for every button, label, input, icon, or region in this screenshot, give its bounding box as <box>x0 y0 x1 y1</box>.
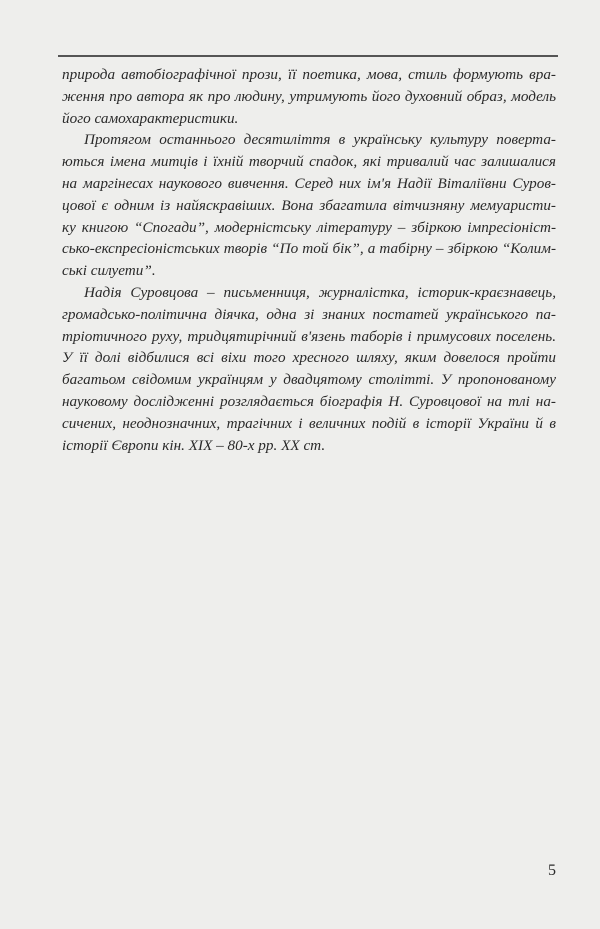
text-line: його самохарактеристики. <box>62 109 239 127</box>
text-line: сичених, неоднозначних, трагічних і величних подій в історії України й в <box>62 414 556 432</box>
page-number: 5 <box>548 862 556 879</box>
text-line: ження про автора як про людину, утримують його духовний образ, модель <box>62 87 556 105</box>
text-line: історії Європи кін. XIX – 80-х рр. XX ст. <box>62 436 326 454</box>
text-line: Протягом останнього десятиліття в українську культуру поверта- <box>84 131 556 149</box>
text-line: ські силуети”. <box>62 262 156 280</box>
text-line: ку книгою “Спогади”, модерністську літературу – збіркою імпресіоніст- <box>62 218 556 236</box>
text-line: багатьом свідомим українцям у двадцятому столітті. У пропонованому <box>62 371 556 389</box>
text-line: У її долі відбилися всі віхи того хресного шляху, яким довелося пройти <box>62 349 556 367</box>
text-line: цової є одним із найяскравіших. Вона збагатила вітчизняну мемуаристи- <box>62 196 556 214</box>
text-line: сько-експресіоністських творів “По той бік”, а табірну – збіркою “Колим- <box>62 240 556 258</box>
text-line: природа автобіографічної прози, її поетика, мова, стиль формують вра- <box>62 66 556 83</box>
text-line: науковому дослідженні розглядається біографія Н. Суровцової на тлі на- <box>62 392 556 410</box>
text-line: ються імена митців і їхній творчий спадок, які тривалий час залишалися <box>62 153 556 171</box>
text-line: громадсько-політична діячка, одна зі знаних постатей українського па- <box>62 305 556 323</box>
text-line: на маргінесах наукового вивчення. Серед них ім'я Надії Віталіївни Суров- <box>62 174 556 192</box>
body-text <box>62 64 556 456</box>
header-rule <box>58 55 558 57</box>
text-line: Надія Суровцова – письменниця, журналістка, історик-краєзнавець, <box>84 283 556 301</box>
text-line: тріотичного руху, тридцятирічний в'язень таборів і примусових поселень. <box>62 327 556 345</box>
